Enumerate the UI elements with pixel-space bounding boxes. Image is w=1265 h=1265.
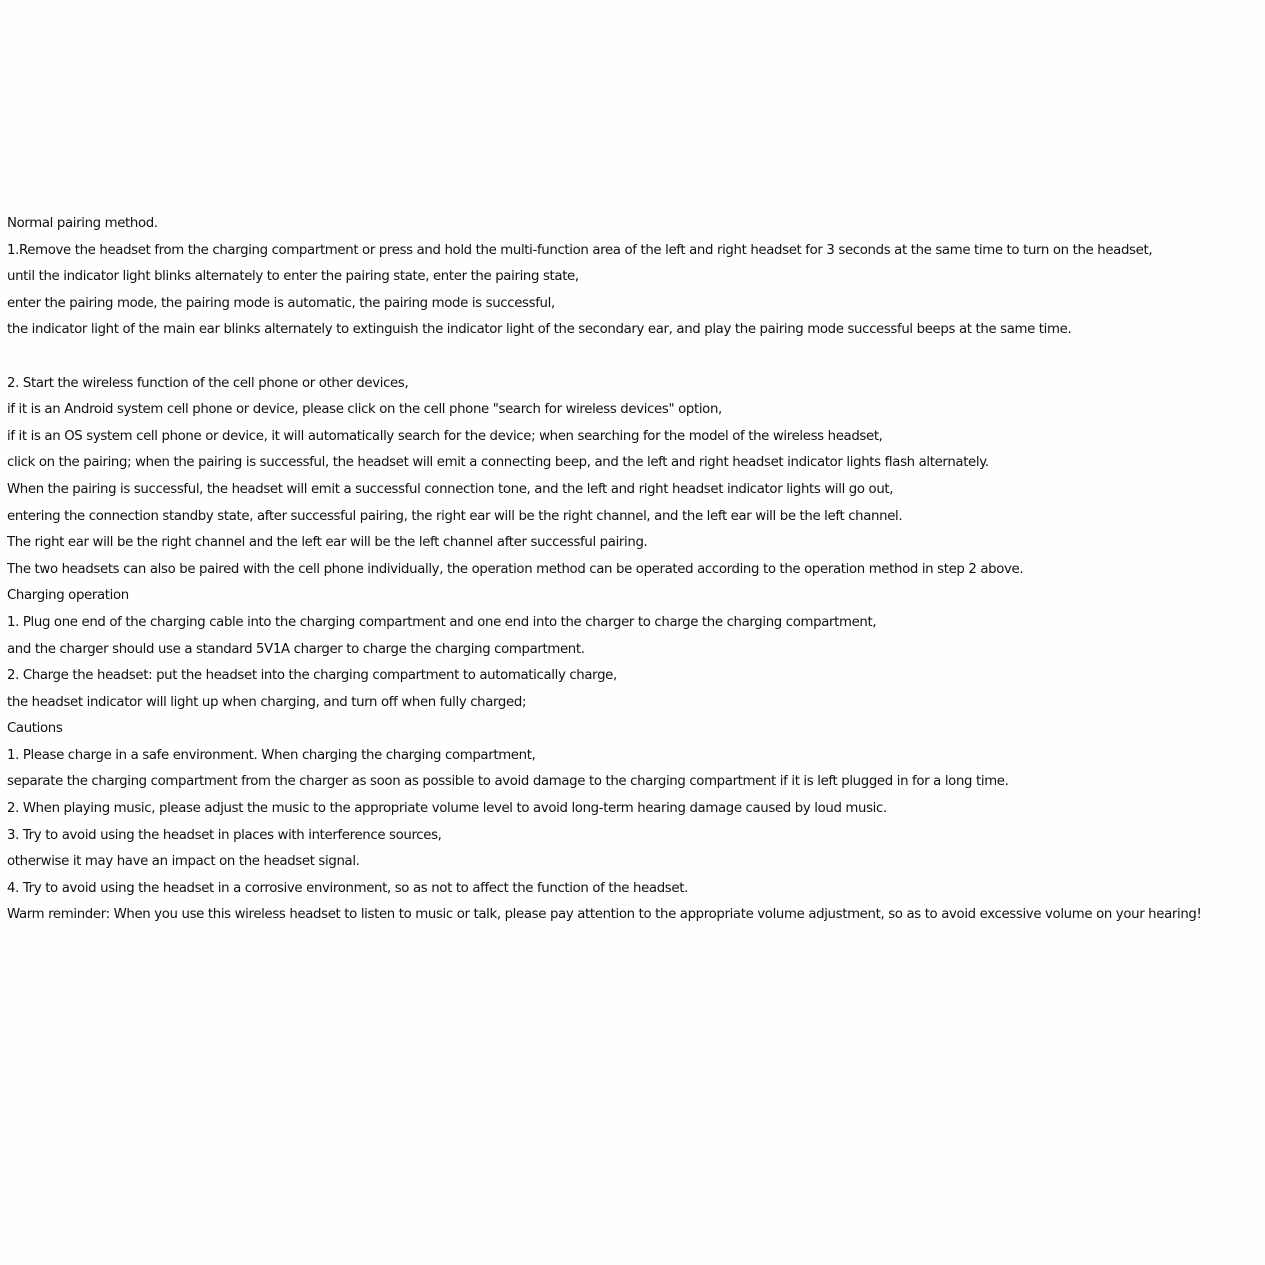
text-line: 4. Try to avoid using the headset in a corrosive environment, so as not to affect the function of the headset. (7, 880, 688, 896)
text-line: The two headsets can also be paired with the cell phone individually, the operation method can be operated according to the operation method in step 2 above. (7, 561, 1024, 577)
text-line: 3. Try to avoid using the headset in places with interference sources, (7, 827, 442, 843)
blank-line (7, 344, 1263, 371)
text-line: if it is an Android system cell phone or device, please click on the cell phone "search for wireless devices" option, (7, 402, 722, 418)
text-line: and the charger should use a standard 5V1A charger to charge the charging compartment. (7, 641, 585, 657)
text-line: entering the connection standby state, after successful pairing, the right ear will be the right channel, and the left ear will be the left channel. (7, 508, 903, 524)
section-heading-pairing: Normal pairing method. (7, 216, 158, 231)
section-heading-cautions: Cautions (7, 721, 63, 737)
text-line: the headset indicator will light up when charging, and turn off when fully charged; (7, 694, 527, 710)
text-line: 2. Charge the headset: put the headset into the charging compartment to automatically charge, (7, 668, 617, 684)
text-line: until the indicator light blinks alternately to enter the pairing state, enter the pairing state, (7, 269, 579, 285)
instruction-document (7, 211, 1263, 929)
text-line: the indicator light of the main ear blinks alternately to extinguish the indicator light of the secondary ear, and play the pairing mode successful beeps at the same time. (7, 322, 1072, 338)
text-line: if it is an OS system cell phone or device, it will automatically search for the device; when searching for the model of the wireless headset, (7, 428, 883, 444)
text-line: click on the pairing; when the pairing is successful, the headset will emit a connecting beep, and the left and right headset indicator lights flash alternately. (7, 455, 989, 471)
text-line: 1. Plug one end of the charging cable into the charging compartment and one end into the charger to charge the charging compartment, (7, 614, 877, 630)
text-line: When the pairing is successful, the headset will emit a successful connection tone, and the left and right headset indicator lights will go out, (7, 481, 894, 497)
section-heading-charging: Charging operation (7, 588, 129, 604)
text-line: 1.Remove the headset from the charging compartment or press and hold the multi-function area of the left and right headset for 3 seconds at the same time to turn on the headset, (7, 242, 1153, 258)
text-line: The right ear will be the right channel and the left ear will be the left channel after successful pairing. (7, 535, 648, 551)
text-line: 1. Please charge in a safe environment. When charging the charging compartment, (7, 747, 536, 763)
warm-reminder: Warm reminder: When you use this wireless headset to listen to music or talk, please pay attention to the appropriate volume adjustment, so as to avoid excessive volume on your hearing! (7, 907, 1202, 923)
text-line: separate the charging compartment from the charger as soon as possible to avoid damage to the charging compartment if it is left plugged in for a long time. (7, 774, 1009, 790)
text-line: 2. Start the wireless function of the cell phone or other devices, (7, 375, 409, 391)
text-line: enter the pairing mode, the pairing mode is automatic, the pairing mode is successful, (7, 295, 555, 311)
text-line: 2. When playing music, please adjust the music to the appropriate volume level to avoid long-term hearing damage caused by loud music. (7, 801, 887, 817)
text-line: otherwise it may have an impact on the headset signal. (7, 854, 360, 870)
